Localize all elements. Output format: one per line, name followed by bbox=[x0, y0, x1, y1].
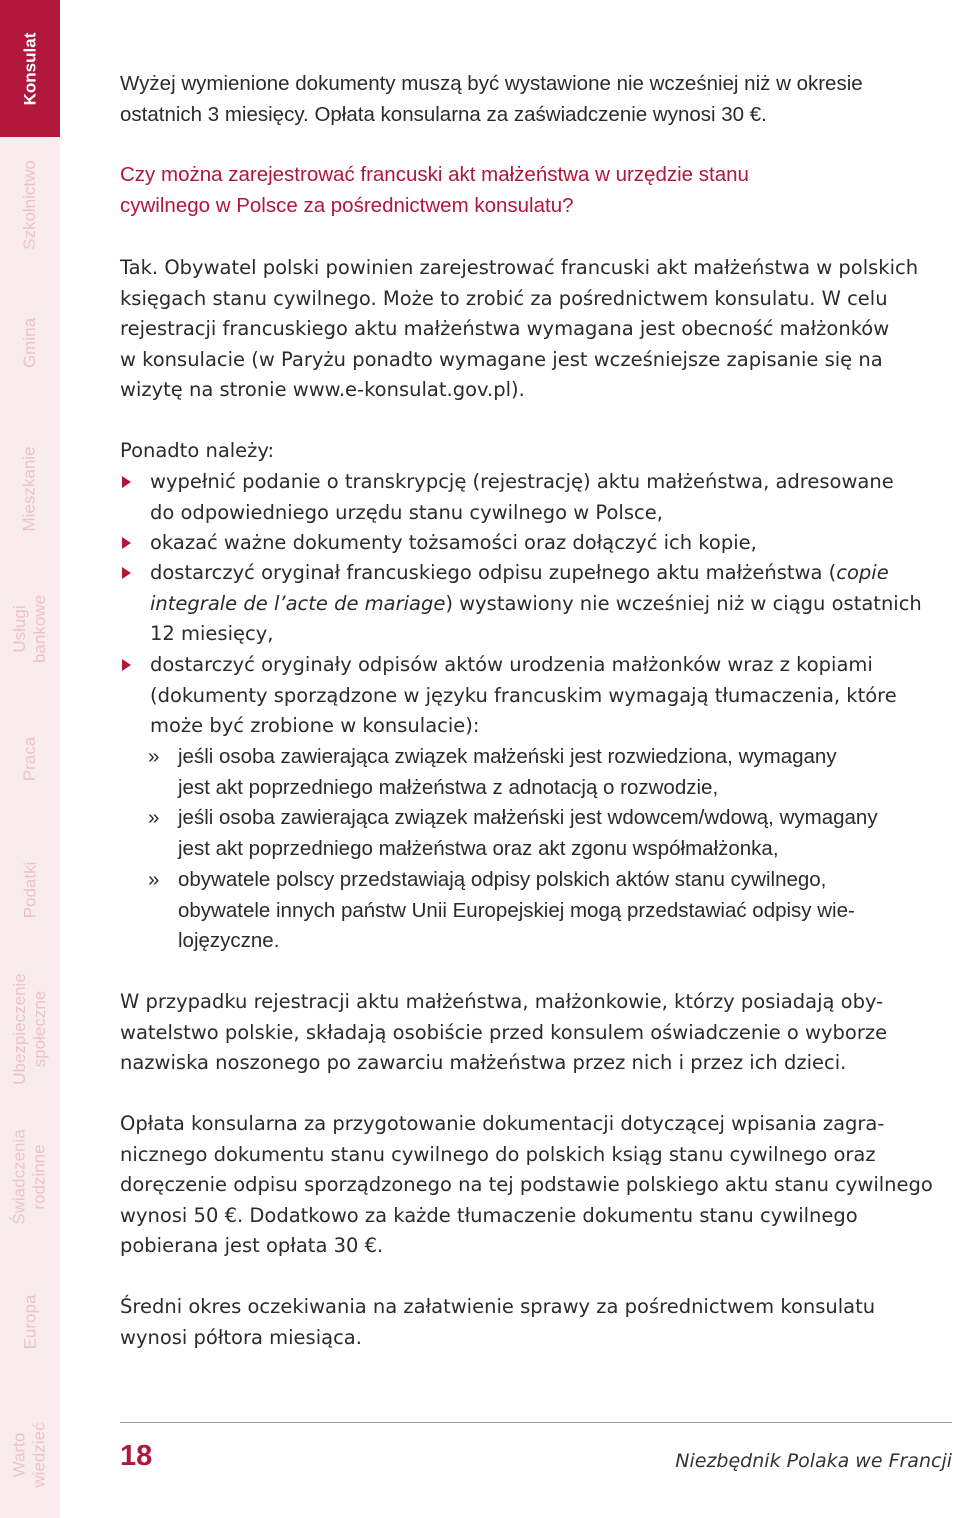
sidebar-tab-label bbox=[10, 973, 50, 1085]
text-span: dostarczyć oryginał francuskiego odpisu zupełnego aktu małżeństwa ( bbox=[150, 561, 837, 584]
text-line: cywilnego w Polsce za pośrednictwem konsulatu? bbox=[120, 193, 574, 217]
sidebar-tab-europa[interactable] bbox=[0, 1252, 60, 1392]
text-span: ) wystawiony nie wcześniej niż w ciągu ostatnich bbox=[445, 591, 922, 615]
raquo-bullet-icon: » bbox=[148, 868, 160, 891]
text-line bbox=[120, 528, 955, 559]
text-line bbox=[120, 650, 955, 681]
sidebar-tab-mieszkanie[interactable] bbox=[0, 414, 60, 564]
text-line: jest akt poprzedniego małżeństwa z adnotacją o rozwodzie, bbox=[178, 775, 719, 799]
text-line: doręczenie odpisu sporządzonego na tej podstawie polskiego aktu stanu cywilnego bbox=[120, 1173, 933, 1196]
text-line: Czy można zarejestrować francuski akt małżeństwa w urzędzie stanu bbox=[120, 163, 749, 186]
sidebar-tab-konsulat[interactable] bbox=[0, 0, 60, 137]
list-item bbox=[120, 467, 955, 528]
italic-text: integrale de l’acte de mariage bbox=[150, 591, 446, 615]
sidebar-tab-label: Gmina bbox=[19, 317, 39, 369]
sidebar-tab-label: Mieszkanie bbox=[20, 446, 40, 532]
text-line: nazwiska noszonego po zawarciu małżeństwa przez nich i przez ich dzieci. bbox=[120, 1051, 847, 1074]
list-item bbox=[120, 558, 955, 650]
sidebar-tab-label-line: Warto bbox=[10, 1432, 30, 1478]
text-line: księgach stanu cywilnego. Może to zrobić za pośrednictwem konsulatu. W celu bbox=[120, 286, 888, 310]
sidebar-tab-label: Konsulat bbox=[20, 32, 40, 105]
arrow-bullet-icon bbox=[122, 567, 131, 579]
raquo-bullet-icon: » bbox=[148, 806, 160, 829]
book-title: Niezbędnik Polaka we Francji bbox=[675, 1450, 952, 1472]
sidebar-tab-podatki[interactable] bbox=[0, 824, 60, 956]
text-line: wynosi 50 €. Dodatkowo za każde tłumaczenie dokumentu stanu cywilnego bbox=[120, 1203, 858, 1227]
sub-list-item bbox=[120, 865, 955, 957]
text-span: wypełnić podanie o transkrypcję (rejestrację) aktu małżeństwa, adresowane bbox=[150, 470, 894, 493]
sidebar-tab-warto-wiedziec[interactable] bbox=[0, 1392, 60, 1518]
sidebar-tab-gmina[interactable] bbox=[0, 272, 60, 414]
text-line: wynosi półtora miesiąca. bbox=[120, 1325, 362, 1349]
sidebar-tab-label: Podatki bbox=[19, 861, 39, 919]
question-heading bbox=[120, 160, 955, 221]
sidebar-tab-uslugi-bankowe[interactable] bbox=[0, 564, 60, 694]
footer-divider bbox=[120, 1422, 952, 1423]
answer-paragraph bbox=[120, 253, 955, 406]
text-line: Średni okres oczekiwania na załatwienie sprawy za pośrednictwem konsulatu bbox=[120, 1295, 876, 1318]
sidebar-tab-label: Szkolnictwo bbox=[20, 159, 40, 250]
sidebar-tab-label-line: społeczne bbox=[30, 990, 50, 1068]
italic-text: copie bbox=[836, 561, 889, 584]
text-line: Wyżej wymienione dokumenty muszą być wystawione nie wcześniej niż w okresie bbox=[120, 72, 863, 95]
text-line: w konsulacie (w Paryżu ponadto wymagane jest wcześniejsze zapisanie się na bbox=[120, 347, 883, 371]
text-line: wizytę na stronie www.e-konsulat.gov.pl). bbox=[120, 378, 525, 401]
text-line: rejestracji francuskiego aktu małżeństwa wymagana jest obecność małżonków bbox=[120, 317, 890, 340]
fee-paragraph bbox=[120, 1109, 955, 1262]
intro-paragraph bbox=[120, 69, 955, 130]
text-line: watelstwo polskie, składają osobiście przed konsulem oświadczenie o wyborze bbox=[120, 1020, 888, 1044]
sidebar-tab-label-line: bankowe bbox=[30, 594, 49, 664]
sidebar-tab-label-line: wiedzieć bbox=[30, 1422, 50, 1488]
text-line: może być zrobione w konsulacie): bbox=[150, 714, 480, 737]
text-line bbox=[120, 742, 955, 773]
text-line: lojęzyczne. bbox=[178, 929, 280, 952]
sub-list-item bbox=[120, 803, 955, 864]
sidebar-tab-label bbox=[10, 595, 50, 663]
sidebar-tab-label-line: rodzinne bbox=[30, 1144, 50, 1210]
text-span: okazać ważne dokumenty tożsamości oraz dołączyć ich kopie, bbox=[150, 531, 757, 554]
text-line bbox=[120, 589, 955, 620]
sidebar-tab-praca[interactable] bbox=[0, 694, 60, 824]
text-line bbox=[120, 803, 955, 834]
text-line: Ponadto należy: bbox=[120, 439, 275, 462]
page-number: 18 bbox=[120, 1440, 153, 1472]
section-sidebar bbox=[0, 0, 60, 1518]
text-line: Opłata konsularna za przygotowanie dokumentacji dotyczącej wpisania zagra- bbox=[120, 1112, 885, 1135]
arrow-bullet-icon bbox=[122, 476, 131, 488]
arrow-bullet-icon bbox=[122, 537, 131, 549]
sidebar-tab-label-line: Świadczenia bbox=[10, 1129, 30, 1225]
text-line bbox=[120, 558, 955, 589]
text-span: jeśli osoba zawierająca związek małżeński jest wdowcem/wdową, wymagany bbox=[178, 806, 878, 829]
text-line: jest akt poprzedniego małżeństwa oraz akt zgonu współmałżonka, bbox=[178, 836, 779, 860]
text-span: jeśli osoba zawierająca związek małżeński jest rozwiedziona, wymagany bbox=[178, 745, 837, 768]
sidebar-tab-label bbox=[10, 1422, 50, 1487]
text-line: Tak. Obywatel polski powinien zarejestrować francuski akt małżeństwa w polskich bbox=[120, 256, 919, 279]
list-item bbox=[120, 528, 955, 559]
sidebar-tab-swiadczenia-rodzinne[interactable] bbox=[0, 1102, 60, 1252]
sidebar-tab-label: Europa bbox=[19, 1294, 39, 1350]
sidebar-tab-label: Praca bbox=[19, 736, 39, 782]
list-item bbox=[120, 650, 955, 742]
text-line: nicznego dokumentu stanu cywilnego do polskich ksiąg stanu cywilnego oraz bbox=[120, 1142, 876, 1166]
sidebar-tab-label bbox=[10, 1129, 50, 1224]
text-line: (dokumenty sporządzone w języku francuskim wymagają tłumaczenia, które bbox=[150, 683, 897, 707]
sidebar-tab-szkolnictwo[interactable] bbox=[0, 137, 60, 272]
text-line: 12 miesięcy, bbox=[150, 622, 274, 645]
sidebar-tab-ubezpieczenie-spoleczne[interactable] bbox=[0, 956, 60, 1102]
list-intro bbox=[120, 436, 955, 467]
text-line: ostatnich 3 miesięcy. Opłata konsularna za zaświadczenie wynosi 30 €. bbox=[120, 102, 767, 126]
text-line bbox=[120, 865, 955, 896]
text-line: W przypadku rejestracji aktu małżeństwa, małżonkowie, którzy posiadają oby- bbox=[120, 990, 884, 1013]
text-line: obywatele innych państw Unii Europejskiej mogą przedstawiać odpisy wie- bbox=[178, 898, 855, 922]
sidebar-tab-label-line: Usługi bbox=[10, 605, 29, 653]
sub-list-item bbox=[120, 742, 955, 803]
sidebar-tab-label-line: Ubezpieczenie bbox=[10, 973, 30, 1085]
raquo-bullet-icon: » bbox=[148, 745, 160, 768]
waiting-time-paragraph bbox=[120, 1292, 955, 1353]
text-line bbox=[120, 467, 955, 498]
text-span: dostarczyć oryginały odpisów aktów urodzenia małżonków wraz z kopiami bbox=[150, 653, 873, 676]
text-line: do odpowiedniego urzędu stanu cywilnego w Polsce, bbox=[150, 500, 663, 524]
arrow-bullet-icon bbox=[122, 659, 131, 671]
text-line: pobierana jest opłata 30 €. bbox=[120, 1234, 384, 1257]
names-paragraph bbox=[120, 987, 955, 1079]
text-span: obywatele polscy przedstawiają odpisy polskich aktów stanu cywilnego, bbox=[178, 868, 827, 891]
